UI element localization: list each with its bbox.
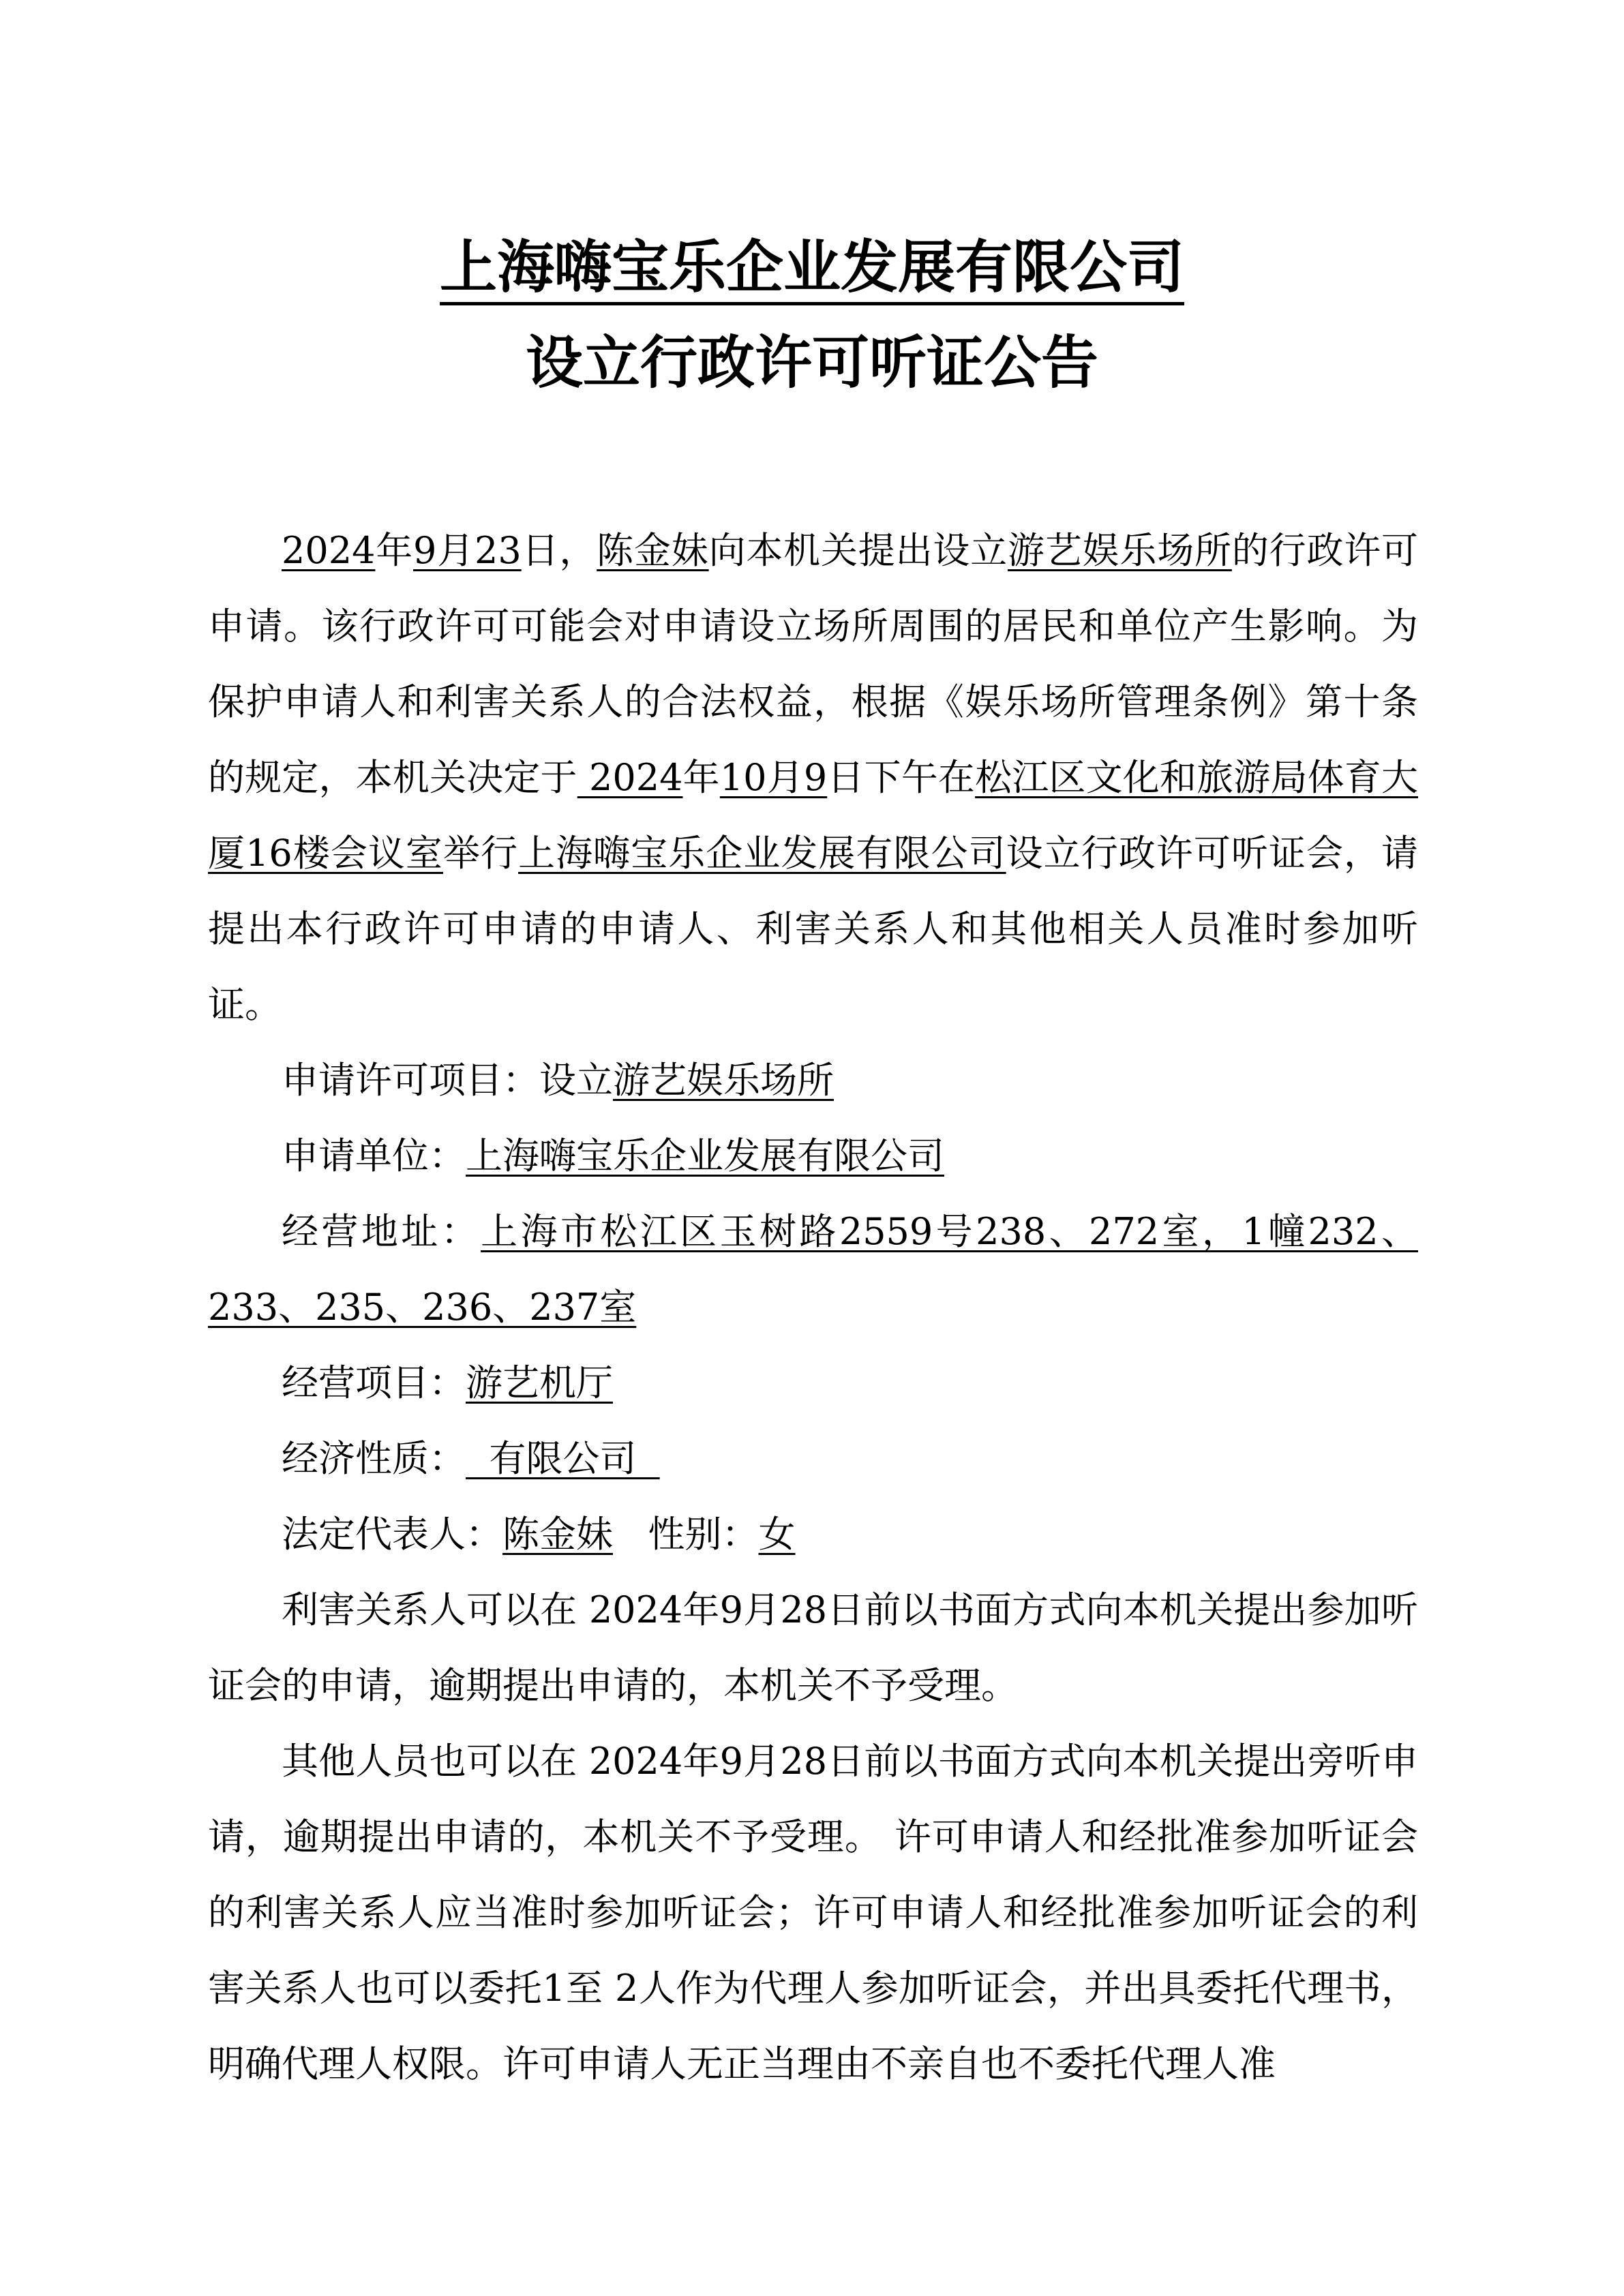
- field-economic-nature: 经济性质： 有限公司: [282, 1437, 660, 1480]
- title-line-1: 上海嗨宝乐企业发展有限公司: [0, 233, 1624, 301]
- field-permit-item: 申请许可项目：设立游艺娱乐场所: [282, 1059, 834, 1102]
- field-legal-representative: 法定代表人：陈金妹 性别：女: [282, 1513, 796, 1556]
- applicant-name: 陈金妹: [597, 529, 709, 572]
- field-applicant-unit: 申请单位：上海嗨宝乐企业发展有限公司: [282, 1134, 944, 1177]
- paragraph-other-persons: 其他人员也可以在 2024年9月28日前以书面方式向本机关提出旁听申请，逾期提出申请的，本机关不予受理。 许可申请人和经批准参加听证会的利害关系人应当准时参加听证会；许可申请人和经批准参加听证会的利害关系人也可以委托1至 2人作为代理人参加听证会，并出具委托代理书，明确代理人权限。许可申请人无正当理由不亲自也不委托代理人准: [208, 1740, 1419, 2085]
- hearing-location: 松江区文化和旅游局体育大厦16楼会议室: [208, 756, 1418, 875]
- title-line-2: 设立行政许可听证公告: [525, 329, 1098, 396]
- field-business-address: 经营地址：上海市松江区玉树路2559号238、272室，1幢232、233、235、236、237室: [208, 1210, 1418, 1329]
- notice-body: [208, 513, 1418, 2102]
- field-business-scope: 经营项目：游艺机厅: [282, 1361, 613, 1404]
- paragraph-intro: 2024年9月23日，陈金妹向本机关提出设立游艺娱乐场所的行政许可申请。该行政许可可能会对申请设立场所周围的居民和单位产生影响。为保护申请人和利害关系人的合法权益，根据《娱乐场所管理条例》第十条的规定，本机关决定于 2024年10月9日下午在松江区文化和旅游局体育大厦16楼会议室举行上海嗨宝乐企业发展有限公司设立行政许可听证会，请提出本行政许可申请的申请人、利害关系人和其他相关人员准时参加听证。: [208, 529, 1419, 1026]
- paragraph-interested-parties: 利害关系人可以在 2024年9月28日前以书面方式向本机关提出参加听证会的申请，逾期提出申请的，本机关不予受理。: [208, 1588, 1418, 1707]
